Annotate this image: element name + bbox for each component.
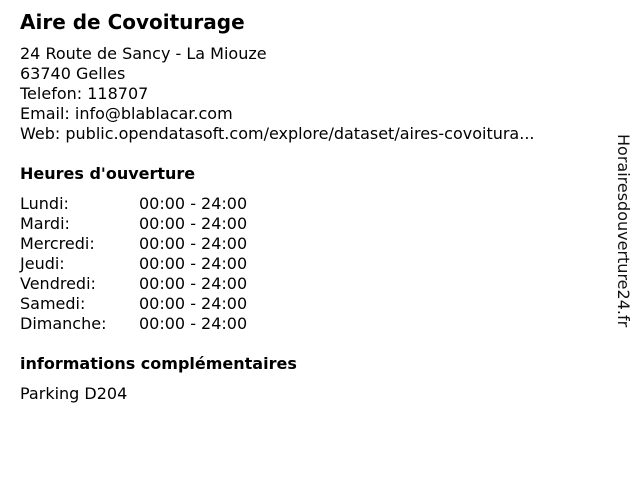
opening-hours-table bbox=[20, 194, 280, 334]
phone-text: Telefon: 118707 bbox=[20, 84, 149, 103]
day-label: Mercredi: bbox=[20, 234, 95, 253]
hours-row-sunday bbox=[20, 314, 280, 334]
address-line-2: 63740 Gelles bbox=[20, 64, 126, 83]
time-range: 00:00 - 24:00 bbox=[139, 314, 248, 333]
email-text: Email: info@blablacar.com bbox=[20, 104, 233, 123]
time-range: 00:00 - 24:00 bbox=[139, 194, 248, 213]
day-label: Lundi: bbox=[20, 194, 69, 213]
hours-row-tuesday bbox=[20, 214, 280, 234]
contact-info bbox=[20, 44, 535, 144]
time-range: 00:00 - 24:00 bbox=[139, 274, 248, 293]
day-label: Dimanche: bbox=[20, 314, 107, 333]
day-label: Jeudi: bbox=[20, 254, 65, 273]
hours-row-thursday bbox=[20, 254, 280, 274]
additional-info-text: Parking D204 bbox=[20, 384, 128, 403]
page-title: Aire de Covoiturage bbox=[20, 10, 245, 34]
hours-row-friday bbox=[20, 274, 280, 294]
time-range: 00:00 - 24:00 bbox=[139, 254, 248, 273]
hours-row-monday bbox=[20, 194, 280, 214]
day-label: Samedi: bbox=[20, 294, 86, 313]
opening-hours-title: Heures d'ouverture bbox=[20, 164, 196, 183]
hours-row-wednesday bbox=[20, 234, 280, 254]
time-range: 00:00 - 24:00 bbox=[139, 294, 248, 313]
time-range: 00:00 - 24:00 bbox=[139, 214, 248, 233]
website-text: Web: public.opendatasoft.com/explore/dataset/aires-covoitura... bbox=[20, 124, 535, 143]
day-label: Mardi: bbox=[20, 214, 70, 233]
additional-info-title: informations complémentaires bbox=[20, 354, 297, 373]
hours-row-saturday bbox=[20, 294, 280, 314]
address-line-1: 24 Route de Sancy - La Miouze bbox=[20, 44, 267, 63]
time-range: 00:00 - 24:00 bbox=[139, 234, 248, 253]
site-brand-vertical: Horairesdouverture24.fr bbox=[614, 134, 633, 328]
day-label: Vendredi: bbox=[20, 274, 96, 293]
